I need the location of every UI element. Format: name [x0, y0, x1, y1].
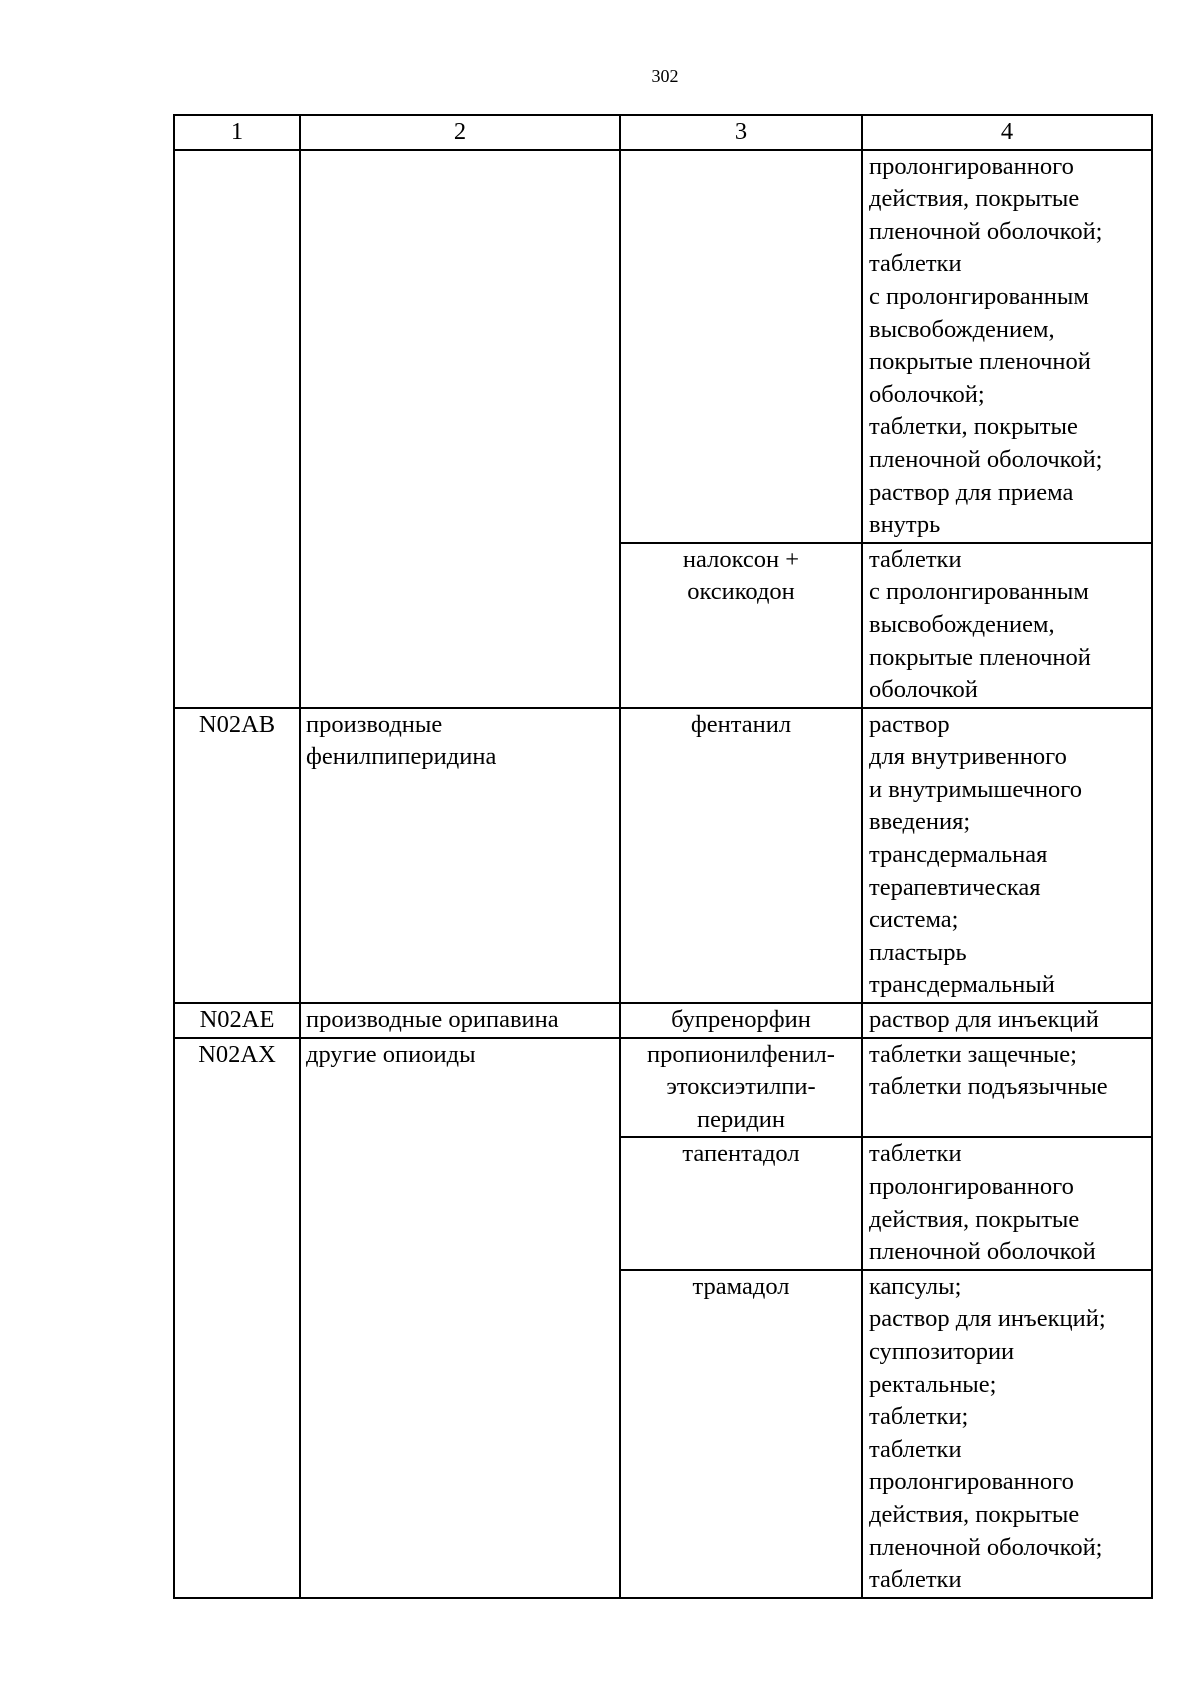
code-cell: N02AE — [174, 1003, 300, 1038]
drug-name-line: налоксон + — [682, 545, 800, 573]
group-cell: другие опиоиды — [300, 1038, 620, 1598]
form-line: раствор для инъекций; — [869, 1305, 1106, 1333]
form-line: введения; — [869, 808, 971, 836]
form-line: и внутримышечного — [869, 775, 1082, 803]
form-line: оболочкой — [869, 676, 978, 704]
drug-cell: фентанил — [620, 708, 862, 1003]
forms-cell — [862, 1003, 1152, 1038]
form-line: раствор для приема — [869, 478, 1074, 506]
form-line: таблетки защечные; — [869, 1040, 1077, 1068]
form-line: трансдермальный — [869, 971, 1055, 999]
form-line: таблетки — [869, 1140, 962, 1168]
form-line: терапевтическая — [869, 873, 1041, 901]
form-line: действия, покрытые — [869, 185, 1080, 213]
form-line: действия, покрытые — [869, 1205, 1080, 1233]
group-cell: производные орипавина — [300, 1003, 620, 1038]
form-line: внутрь — [869, 511, 941, 539]
form-line: таблетки, покрытые — [869, 413, 1078, 441]
form-line: пленочной оболочкой; — [869, 445, 1103, 473]
form-line: пластырь — [869, 938, 967, 966]
form-line: пленочной оболочкой — [869, 1238, 1096, 1266]
page-number: 302 — [651, 66, 679, 86]
form-line: действия, покрытые — [869, 1500, 1080, 1528]
table-row — [174, 1038, 1152, 1138]
form-line: раствор для инъекций — [869, 1006, 1099, 1034]
header-col-4: 4 — [862, 115, 1152, 150]
form-line: оболочкой; — [869, 380, 985, 408]
table-header-row — [174, 115, 1152, 150]
form-line: покрытые пленочной — [869, 348, 1091, 376]
form-line: пролонгированного — [869, 152, 1074, 180]
header-col-2: 2 — [300, 115, 620, 150]
table-row — [174, 150, 1152, 543]
form-line: таблетки — [869, 1566, 962, 1594]
form-line: покрытые пленочной — [869, 643, 1091, 671]
code-cell: N02AB — [174, 708, 300, 1003]
table-row — [174, 708, 1152, 1003]
form-line: пленочной оболочкой; — [869, 217, 1103, 245]
form-line: высвобождением, — [869, 315, 1055, 343]
drug-cell — [620, 150, 862, 543]
table-row — [174, 1003, 1152, 1038]
drug-cell — [620, 1038, 862, 1138]
forms-cell — [862, 1038, 1152, 1138]
form-line: капсулы; — [869, 1272, 962, 1300]
drug-name-line: перидин — [696, 1105, 786, 1133]
code-cell: N02AX — [174, 1038, 300, 1598]
form-line: суппозитории — [869, 1337, 1015, 1365]
form-line: трансдермальная — [869, 841, 1048, 869]
drug-cell: трамадол — [620, 1270, 862, 1598]
drug-cell: тапентадол — [620, 1137, 862, 1269]
header-col-3: 3 — [620, 115, 862, 150]
drug-name-line: оксикодон — [687, 578, 795, 606]
form-line: пленочной оболочкой; — [869, 1533, 1103, 1561]
drug-table — [173, 114, 1153, 1599]
drug-cell: бупренорфин — [620, 1003, 862, 1038]
form-line: таблетки — [869, 250, 962, 278]
form-line: с пролонгированным — [869, 282, 1089, 310]
drug-cell — [620, 543, 862, 708]
form-line: система; — [869, 906, 959, 934]
forms-cell — [862, 150, 1152, 543]
group-cell: производные фенилпиперидина — [300, 708, 620, 1003]
form-line: ректальные; — [869, 1370, 997, 1398]
group-cell — [300, 150, 620, 708]
form-line: с пролонгированным — [869, 578, 1089, 606]
form-line: таблетки — [869, 1435, 962, 1463]
code-cell — [174, 150, 300, 708]
form-line: таблетки подъязычные — [869, 1073, 1108, 1101]
form-line: пролонгированного — [869, 1468, 1074, 1496]
drug-name-line: пропионилфенил- — [647, 1040, 835, 1068]
form-line: для внутривенного — [869, 743, 1067, 771]
drug-name-line: этоксиэтилпи- — [666, 1073, 816, 1101]
forms-cell — [862, 543, 1152, 708]
form-line: раствор — [869, 710, 950, 738]
forms-cell — [862, 1137, 1152, 1269]
form-line: высвобождением, — [869, 610, 1055, 638]
forms-cell — [862, 1270, 1152, 1598]
form-line: таблетки — [869, 545, 962, 573]
form-line: таблетки; — [869, 1403, 969, 1431]
header-col-1: 1 — [174, 115, 300, 150]
forms-cell — [862, 708, 1152, 1003]
form-line: пролонгированного — [869, 1173, 1074, 1200]
